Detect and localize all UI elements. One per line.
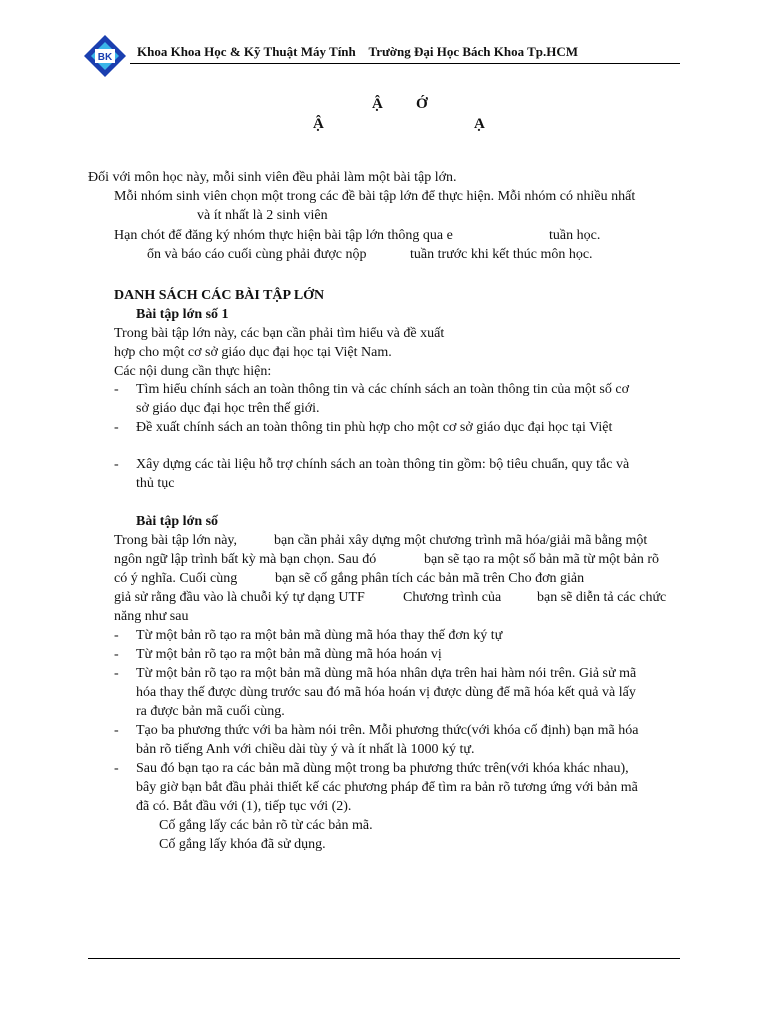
bullet-text: đã có. Bắt đầu với (1), tiếp tục với (2). — [136, 799, 352, 814]
bullet-text: ra được bản mã cuối cùng. — [136, 704, 285, 719]
bullet-text: Tạo ba phương thức với ba hàm nói trên. Mỗi phương thức(với khóa cố định) bạn mã hóa — [136, 723, 639, 738]
intro-line: Đối với môn học này, mỗi sinh viên đều phải làm một bài tập lớn. — [88, 170, 457, 185]
bullet-text: sở giáo dục đại học trên thế giới. — [136, 401, 320, 416]
sub-item: Cố gắng lấy các bản rõ từ các bản mã. — [159, 818, 373, 833]
bullet-text: hóa thay thế được dùng trước sau đó mã hóa hoán vị được dùng để mã hóa kết quả và lấy — [136, 685, 636, 700]
university-logo — [83, 34, 127, 78]
bullet-text: Từ một bản rõ tạo ra một bản mã dùng mã hóa hoán vị — [136, 647, 442, 662]
bullet: - — [114, 420, 119, 435]
bullet-text: Sau đó bạn tạo ra các bản mã dùng một trong ba phương thức trên(với khóa khác nhau), — [136, 761, 629, 776]
intro-line: và ít nhất là 2 sinh viên — [197, 208, 328, 223]
intro-line: tuần học. — [549, 228, 601, 243]
logo-text: BK — [97, 52, 113, 63]
paragraph-line: giả sử rằng đầu vào là chuỗi ký tự dạng UTF — [114, 590, 365, 605]
assignment-heading: Bài tập lớn số 1 — [136, 307, 229, 322]
bullet: - — [114, 723, 119, 738]
title-fragment: Ậ — [372, 96, 383, 112]
title-fragment: Ạ — [474, 116, 485, 132]
paragraph-line: hợp cho một cơ sở giáo dục đại học tại Việt Nam. — [114, 345, 392, 360]
paragraph-line: bạn sẽ cố gắng phân tích các bản mã trên Cho đơn giản — [275, 571, 585, 586]
bullet: - — [114, 382, 119, 397]
bullet-text: Từ một bản rõ tạo ra một bản mã dùng mã hóa thay thế đơn ký tự — [136, 628, 503, 643]
intro-line: Hạn chót để đăng ký nhóm thực hiện bài tập lớn thông qua e — [114, 228, 453, 243]
header-divider — [130, 63, 680, 64]
title-fragment: Ậ — [313, 116, 324, 132]
footer-divider — [88, 958, 680, 959]
paragraph-line: ngôn ngữ lập trình bất kỳ mà bạn chọn. Sau đó — [114, 552, 377, 567]
bullet-text: Từ một bản rõ tạo ra một bản mã dùng mã hóa nhân dựa trên hai hàm nói trên. Giả sử mã — [136, 666, 637, 681]
paragraph-line: năng như sau — [114, 609, 189, 624]
bullet-text: bây giờ bạn bắt đầu phải thiết kế các phương pháp để tìm ra bản rõ tương ứng với bản mã — [136, 780, 638, 795]
bullet-text: Đề xuất chính sách an toàn thông tin phù hợp cho một cơ sở giáo dục đại học tại Việt — [136, 420, 613, 435]
bullet-text: thủ tục — [136, 476, 175, 491]
intro-line: tuần trước khi kết thúc môn học. — [410, 247, 593, 262]
bullet: - — [114, 647, 119, 662]
bullet: - — [114, 457, 119, 472]
header-text: Khoa Khoa Học & Kỹ Thuật Máy Tính Trường Đại Học Bách Khoa Tp.HCM — [137, 44, 579, 59]
intro-line: Mỗi nhóm sinh viên chọn một trong các đề bài tập lớn để thực hiện. Mỗi nhóm có nhiều nhất — [114, 189, 636, 204]
section-heading: DANH SÁCH CÁC BÀI TẬP LỚN — [114, 288, 325, 303]
sub-item: Cố gắng lấy khóa đã sử dụng. — [159, 837, 326, 852]
title-fragment: Ớ — [416, 96, 428, 112]
bullet: - — [114, 666, 119, 681]
intro-line: ổn và báo cáo cuối cùng phải được nộp — [147, 247, 367, 262]
paragraph-line: bạn sẽ diễn tả các chức — [537, 590, 667, 605]
bullet-text: bản rõ tiếng Anh với chiều dài tùy ý và ít nhất là 1000 ký tự. — [136, 742, 475, 757]
paragraph-line: có ý nghĩa. Cuối cùng — [114, 571, 238, 586]
bullet: - — [114, 761, 119, 776]
paragraph-line: Trong bài tập lớn này, — [114, 533, 238, 548]
paragraph-line: Các nội dung cần thực hiện: — [114, 364, 272, 379]
assignment-heading: Bài tập lớn số — [136, 514, 219, 529]
paragraph-line: Chương trình của — [403, 590, 502, 605]
bullet-text: Xây dựng các tài liệu hỗ trợ chính sách an toàn thông tin gồm: bộ tiêu chuẩn, quy tắc và — [136, 457, 630, 472]
paragraph-line: bạn cần phải xây dựng một chương trình mã hóa/giải mã bằng một — [274, 533, 648, 548]
bullet-text: Tìm hiểu chính sách an toàn thông tin và các chính sách an toàn thông tin của một số cơ — [136, 382, 629, 397]
paragraph-line: bạn sẽ tạo ra một số bản mã từ một bản rõ — [424, 552, 660, 567]
paragraph-line: Trong bài tập lớn này, các bạn cần phải tìm hiểu và đề xuất — [114, 326, 445, 341]
bullet: - — [114, 628, 119, 643]
